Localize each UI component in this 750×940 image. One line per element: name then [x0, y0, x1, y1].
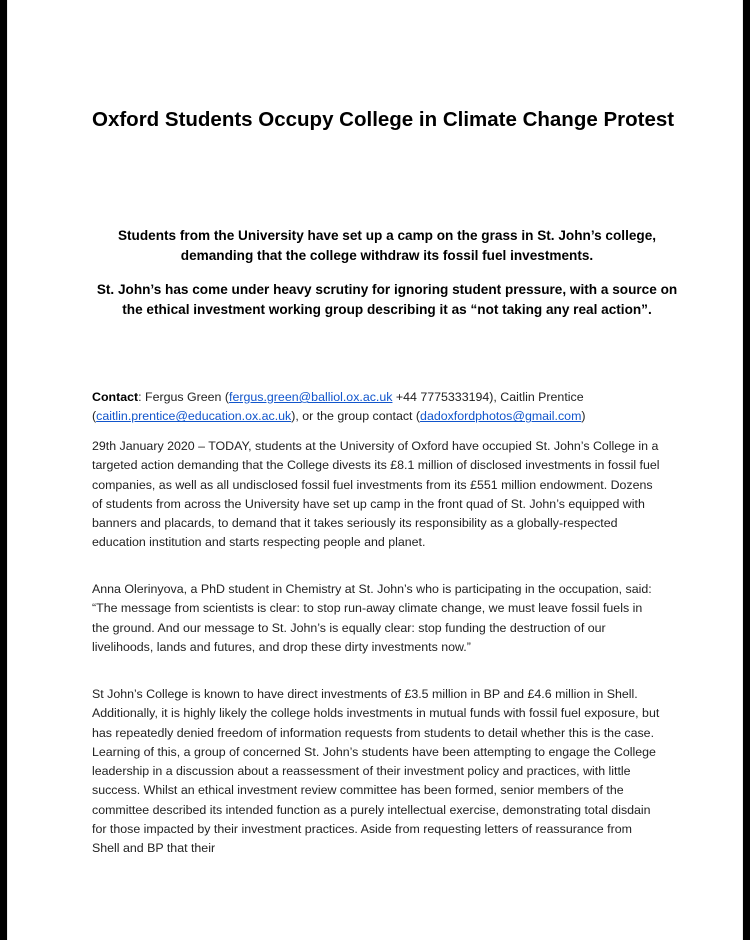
contact-text-1: : Fergus Green ( — [138, 390, 230, 404]
email-link-fergus[interactable]: fergus.green@balliol.ox.ac.uk — [229, 390, 393, 404]
frame-right-border — [743, 0, 750, 940]
summary-paragraph-1: Students from the University have set up a camp on the grass in St. John’s college, demanding that the college withdraw its fossil fuel investments. — [117, 228, 657, 263]
frame-left-border — [0, 0, 7, 940]
body-paragraph-1: 29th January 2020 – TODAY, students at the University of Oxford have occupied St. John’s College in a targeted action demanding that the College divests its £8.1 million of disclosed investments in fossil fuel companies, as well as all undisclosed fossil fuel investments from its £551 million endowment. Dozens of students from across the University have set up camp in the front quad of St. John’s equipped with banners and placards, to demand that it takes seriously its responsibility as a globally-respected education institution and starts respecting people and planet. — [92, 439, 660, 550]
document-page — [8, 0, 742, 940]
body-paragraph-3: St John’s College is known to have direct investments of £3.5 million in BP and £4.6 million in Shell. Additionally, it is highly likely the college holds investments in mutual funds with fossil fuel exposure, but has repeatedly denied freedom of information requests from students to detail whether this is the case. Learning of this, a group of concerned St. John’s students have been attempting to engage the College leadership in a discussion about a reassessment of their investment policy and practices, with little success. Whilst an ethical investment review committee has been formed, senior members of the committee described its intended function as a purely intellectual exercise, demonstrating total disdain for those impacted by their investment practices. Aside from requesting letters of reassurance from Shell and BP that their — [92, 687, 660, 856]
contact-paragraph — [92, 388, 662, 427]
contact-text-4: ) — [581, 409, 586, 424]
contact-text-3: ), or the group contact ( — [291, 409, 421, 424]
contact-text-2: +44 7775333194), Caitlin Prentice ( — [92, 390, 584, 424]
document-title: Oxford Students Occupy College in Climate Change Protest — [92, 108, 675, 131]
email-link-caitlin[interactable]: caitlin.prentice@education.ox.ac.uk — [96, 409, 292, 424]
contact-label: Contact — [92, 390, 139, 404]
summary-paragraph-2: St. John’s has come under heavy scrutiny for ignoring student pressure, with a source on the ethical investment working group describing it as “not taking any real action”. — [96, 282, 678, 317]
email-link-group[interactable]: dadoxfordphotos@gmail.com — [420, 409, 582, 424]
body-paragraph-2: Anna Olerinyova, a PhD student in Chemistry at St. John’s who is participating in the occupation, said: “The message from scientists is clear: to stop run-away climate change, we must leave fossil fuels in the ground. And our message to St. John’s is equally clear: stop funding the destruction of our livelihoods, lands and futures, and drop these dirty investments now.” — [92, 582, 652, 654]
